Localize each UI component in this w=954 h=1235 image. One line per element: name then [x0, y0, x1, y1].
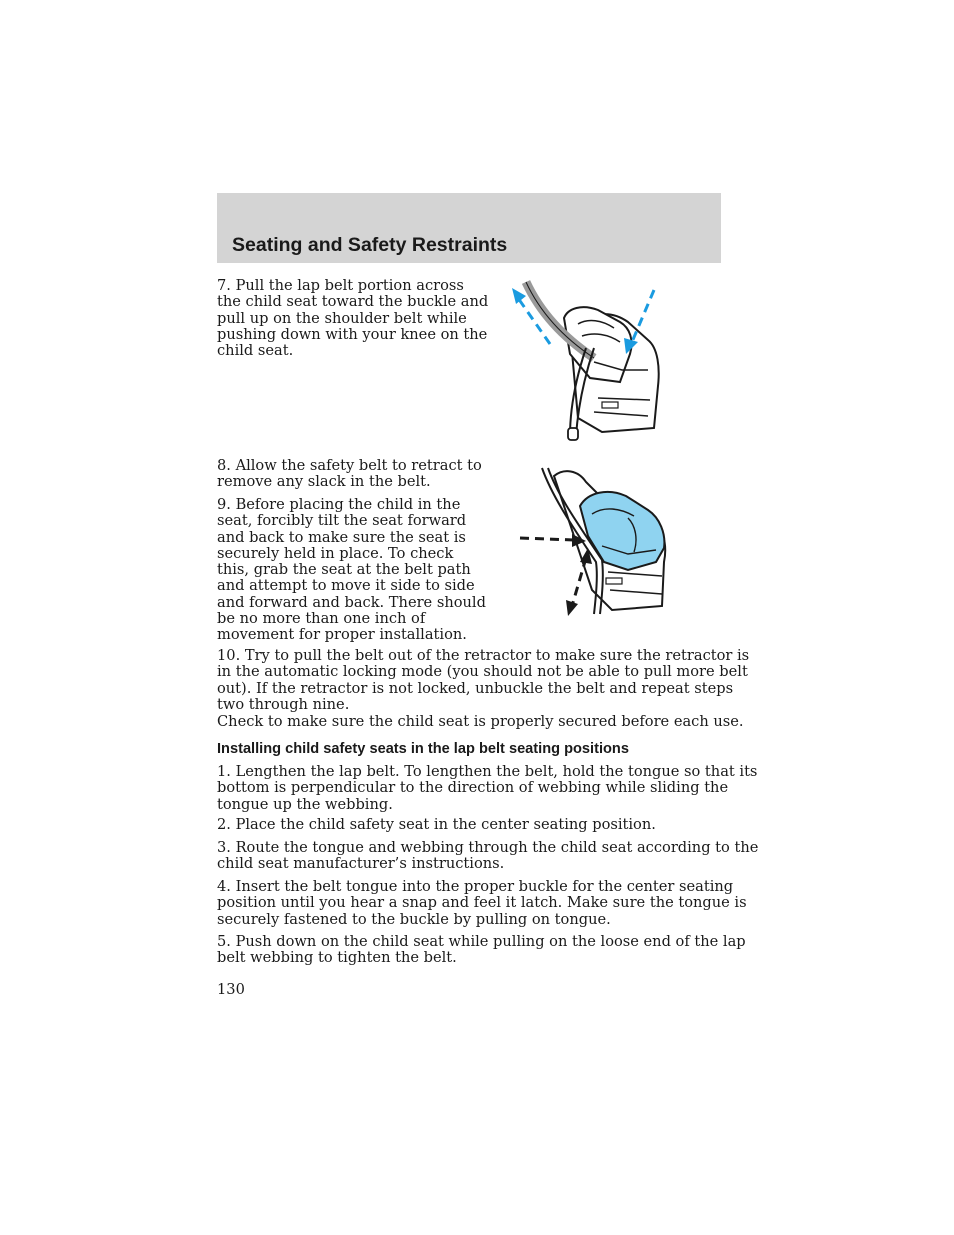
- text-line: 7. Pull the lap belt portion across: [217, 277, 464, 294]
- text-line: bottom is perpendicular to the direction of webbing while sliding the: [217, 779, 729, 797]
- text-line: 4. Insert the belt tongue into the proper buckle for the center seating: [217, 878, 734, 895]
- text-line: 8. Allow the safety belt to retract to: [217, 457, 482, 474]
- text-line: this, grab the seat at the belt path: [217, 561, 471, 579]
- text-line: and back to make sure the seat is: [217, 528, 466, 546]
- text-line: securely held in place. To check: [217, 544, 454, 562]
- text-line: seat, forcibly tilt the seat forward: [217, 512, 467, 530]
- text-line: position until you hear a snap and feel it latch. Make sure the tongue is: [217, 894, 747, 912]
- text-line: the child seat toward the buckle and: [217, 293, 489, 311]
- lap-step-5: [217, 934, 746, 967]
- text-line: pushing down with your knee on the: [217, 325, 488, 343]
- lap-step-3: [217, 840, 758, 873]
- subheading: Installing child safety seats in the lap belt seating positions: [217, 741, 629, 757]
- text-line: child seat manufacturer’s instructions.: [217, 855, 505, 873]
- text-line: movement for proper installation.: [217, 626, 467, 644]
- text-line: 3. Route the tongue and webbing through the child seat according to the: [217, 839, 759, 856]
- check-note: [217, 714, 744, 730]
- lap-step-2: [217, 817, 656, 833]
- child-seat-secure-check-illustration: [516, 466, 672, 622]
- step-10: [217, 648, 749, 713]
- text-line: belt webbing to tighten the belt.: [217, 949, 457, 967]
- text-line: and attempt to move it side to side: [217, 577, 475, 595]
- lap-step-1: [217, 764, 757, 813]
- page-number: 130: [217, 981, 245, 998]
- section-title: Seating and Safety Restraints: [232, 234, 508, 256]
- text-line: 10. Try to pull the belt out of the retractor to make sure the retractor is: [217, 647, 750, 664]
- text-line: 5. Push down on the child seat while pulling on the loose end of the lap: [217, 933, 746, 950]
- text-line: securely fastened to the buckle by pulling on tongue.: [217, 910, 611, 928]
- text-line: and forward and back. There should: [217, 593, 486, 611]
- step-9: [217, 497, 486, 644]
- text-line: in the automatic locking mode (you should not be able to pull more belt: [217, 663, 748, 681]
- text-line: 9. Before placing the child in the: [217, 496, 461, 513]
- text-line: pull up on the shoulder belt while: [217, 309, 467, 327]
- text-line: 1. Lengthen the lap belt. To lengthen the belt, hold the tongue so that its: [217, 763, 758, 780]
- step-7: [217, 278, 488, 359]
- child-seat-belt-tighten-illustration: [498, 278, 670, 446]
- text-line: two through nine.: [217, 695, 350, 713]
- section-header: [217, 193, 721, 263]
- text-line: be no more than one inch of: [217, 610, 426, 628]
- text-line: 2. Place the child safety seat in the center seating position.: [217, 816, 656, 833]
- text-line: Check to make sure the child seat is properly secured before each use.: [217, 713, 744, 730]
- text-line: out). If the retractor is not locked, unbuckle the belt and repeat steps: [217, 679, 734, 697]
- step-8: [217, 458, 482, 491]
- text-line: child seat.: [217, 342, 294, 360]
- text-line: remove any slack in the belt.: [217, 473, 431, 491]
- lap-step-4: [217, 879, 747, 928]
- text-line: tongue up the webbing.: [217, 795, 393, 813]
